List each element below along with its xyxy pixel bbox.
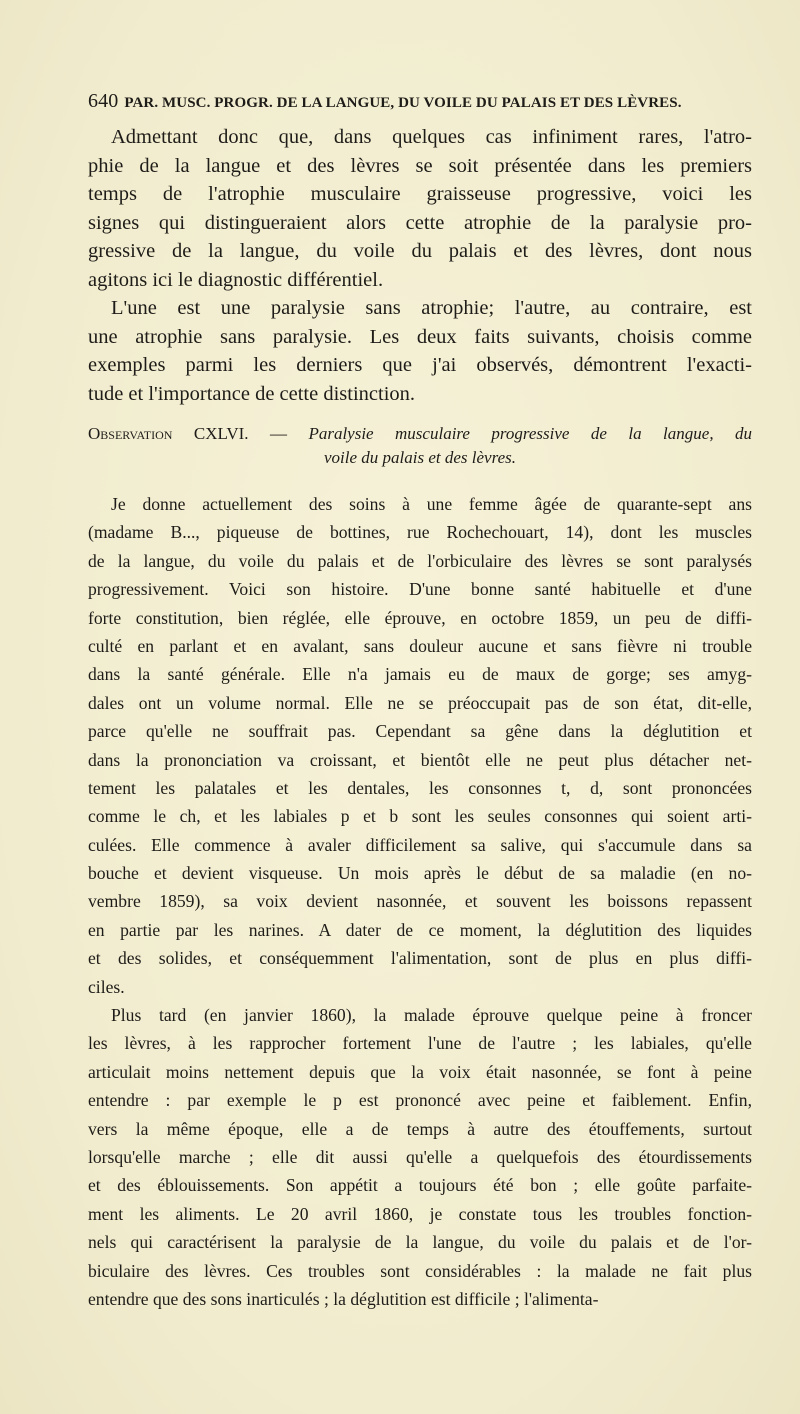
text-line: (madame B..., piqueuse de bottines, rue Rochechouart, 14), dont les muscles bbox=[88, 522, 752, 543]
text-line: dans la prononciation va croissant, et bientôt elle ne peut plus détacher net- bbox=[88, 749, 752, 770]
text-line: et des solides, et conséquemment l'alimentation, sont de plus en plus diffi- bbox=[88, 948, 752, 969]
text-line: culté en parlant et en avalant, sans douleur aucune et sans fièvre ni trouble bbox=[88, 635, 752, 656]
observation-body bbox=[88, 490, 752, 1313]
observation-label: Observation bbox=[88, 424, 173, 443]
text-line: L'une est une paralysie sans atrophie; l'autre, au contraire, est bbox=[111, 297, 752, 319]
text-line: ciles. bbox=[88, 976, 125, 997]
text-line: vers la même époque, elle a de temps à autre des étouffements, surtout bbox=[88, 1118, 752, 1139]
text-line: vembre 1859), sa voix devient nasonnée, et souvent les boissons repassent bbox=[88, 891, 752, 912]
intro-text bbox=[88, 123, 752, 408]
text-line: entendre que des sons inarticulés ; la déglutition est difficile ; l'alimenta- bbox=[88, 1288, 599, 1309]
text-line: culées. Elle commence à avaler difficilement sa salive, qui s'accumule dans sa bbox=[88, 834, 752, 855]
paragraph bbox=[88, 123, 752, 294]
running-header bbox=[88, 88, 754, 114]
text-line: lorsqu'elle marche ; elle dit aussi qu'elle a quelquefois des étourdissements bbox=[88, 1146, 752, 1167]
text-line: temps de l'atrophie musculaire graisseuse progressive, voici les bbox=[88, 183, 752, 205]
text-line: comme le ch, et les labiales p et b sont les seules consonnes qui soient arti- bbox=[88, 806, 752, 827]
running-title: PAR. MUSC. PROGR. DE LA LANGUE, DU VOILE DU PALAIS ET DES LÈVRES. bbox=[124, 95, 682, 111]
text-line: les lèvres, à les rapprocher fortement l'une de l'autre ; les labiales, qu'elle bbox=[88, 1033, 752, 1054]
text-line: bouche et devient visqueuse. Un mois après le début de sa maladie (en no- bbox=[88, 863, 752, 884]
text-line: dales ont un volume normal. Elle ne se préoccupait pas de son état, dit-elle, bbox=[88, 692, 752, 713]
text-line: Je donne actuellement des soins à une femme âgée de quarante-sept ans bbox=[111, 494, 752, 514]
text-line: de la langue, du voile du palais et de l'orbiculaire des lèvres se sont paralysés bbox=[88, 550, 752, 571]
text-line: une atrophie sans paralysie. Les deux faits suivants, choisis comme bbox=[88, 325, 752, 348]
text-line: tement les palatales et les dentales, les consonnes t, d, sont prononcées bbox=[88, 777, 752, 798]
text-line: tude et l'importance de cette distinction. bbox=[88, 382, 416, 405]
text-line: et des éblouissements. Son appétit a toujours été bon ; elle goûte parfaite- bbox=[88, 1175, 752, 1196]
text-line: gressive de la langue, du voile du palais et des lèvres, dont nous bbox=[88, 240, 752, 262]
text-line: agitons ici le diagnostic différentiel. bbox=[88, 268, 384, 291]
text-line: exemples parmi les derniers que j'ai observés, démontrent l'exacti- bbox=[88, 354, 752, 376]
text-line: articulait moins nettement depuis que la voix était nasonnée, se font à peine bbox=[88, 1061, 752, 1082]
text-line: entendre : par exemple le p est prononcé avec peine et faiblement. Enfin, bbox=[88, 1090, 752, 1111]
text-line: phie de la langue et des lèvres se soit présentée dans les premiers bbox=[88, 154, 752, 177]
observation-heading bbox=[88, 422, 752, 470]
observation-title-line-2: voile du palais et des lèvres. bbox=[324, 448, 516, 467]
paragraph bbox=[88, 1001, 752, 1313]
text-line: parce qu'elle ne souffrait pas. Cependant sa gêne dans la déglutition et bbox=[88, 721, 752, 742]
text-line: Admettant donc que, dans quelques cas infiniment rares, l'atro- bbox=[111, 126, 752, 148]
paragraph bbox=[88, 294, 752, 408]
page-number: 640 bbox=[88, 90, 119, 112]
text-line: en partie par les narines. A dater de ce moment, la déglutition des liquides bbox=[88, 919, 752, 940]
text-line: biculaire des lèvres. Ces troubles sont considérables : la malade ne fait plus bbox=[88, 1260, 752, 1281]
text-line: progressivement. Voici son histoire. D'une bonne santé habituelle et d'une bbox=[88, 579, 752, 600]
text-line: ment les aliments. Le 20 avril 1860, je constate tous les troubles fonction- bbox=[88, 1203, 752, 1224]
text-line: nels qui caractérisent la paralysie de la langue, du voile du palais et de l'or- bbox=[88, 1232, 752, 1253]
text-line: dans la santé générale. Elle n'a jamais eu de maux de gorge; ses amyg- bbox=[88, 664, 752, 685]
text-line: signes qui distingueraient alors cette atrophie de la paralysie pro- bbox=[88, 211, 752, 234]
paragraph bbox=[88, 490, 752, 1001]
text-line: Plus tard (en janvier 1860), la malade éprouve quelque peine à froncer bbox=[111, 1005, 752, 1026]
observation-title-line-1: Paralysie musculaire progressive de la langue, du bbox=[308, 424, 753, 443]
observation-number: CXLVI. — bbox=[193, 424, 287, 443]
text-line: forte constitution, bien réglée, elle éprouve, en octobre 1859, un peu de diffi- bbox=[88, 607, 752, 628]
